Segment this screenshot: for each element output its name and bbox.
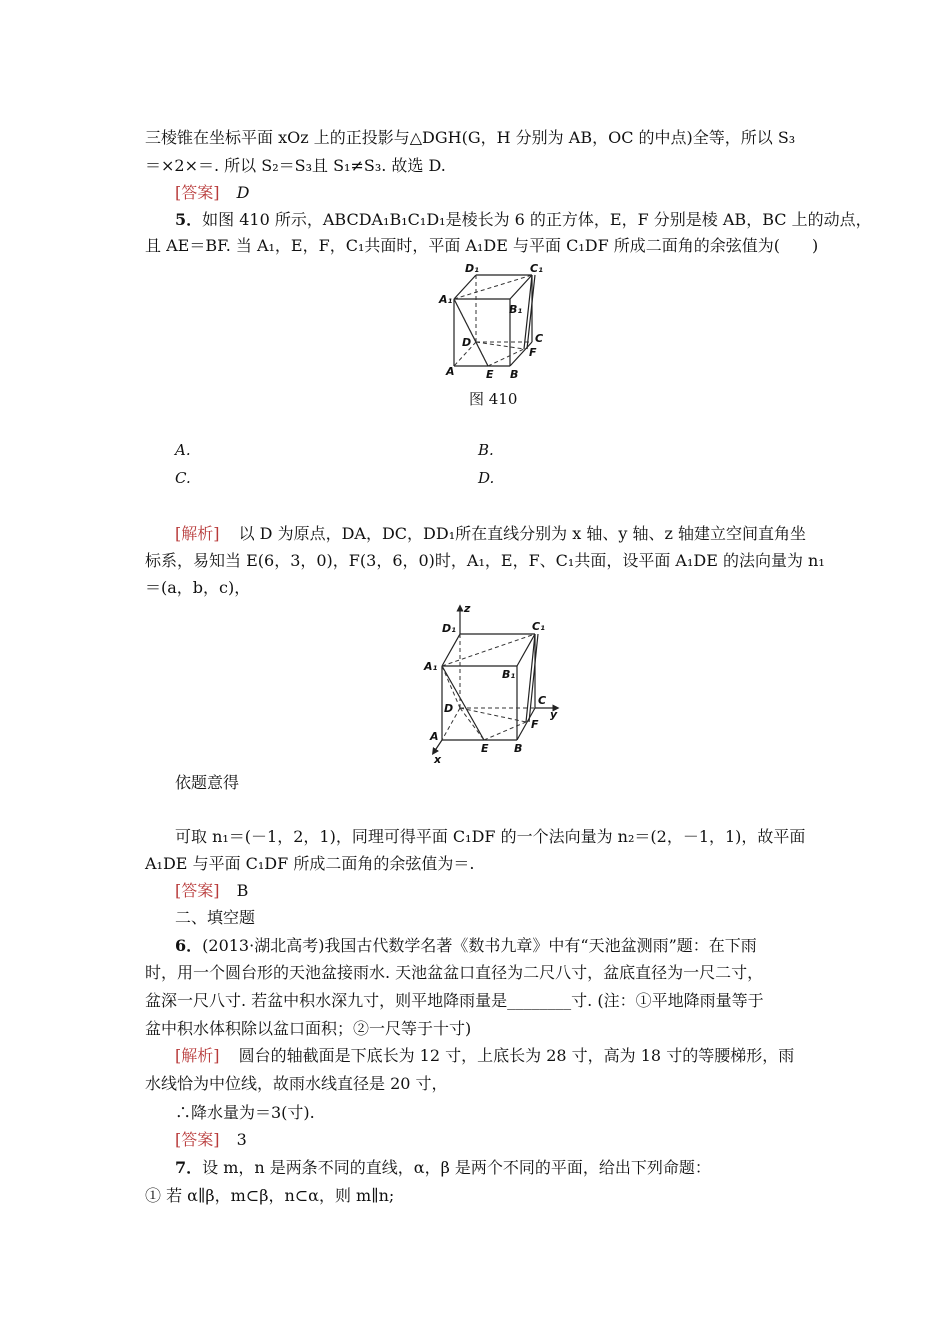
text-line: ＝×2×＝. 所以 S₂＝S₃且 S₁≠S₃. 故选 D.: [145, 156, 446, 175]
text-line: ① 若 α∥β，m⊂β，n⊂α，则 m∥n;: [145, 1186, 395, 1205]
text-line: 三棱锥在坐标平面 xOz 上的正投影与△DGH(G，H 分别为 AB，OC 的中点)全等，所以 S₃: [145, 128, 796, 147]
text-line: 水线恰为中位线，故雨水线直径是 20 寸，: [145, 1074, 448, 1093]
label-C1: C₁: [530, 262, 543, 275]
solution-line: [175, 1046, 794, 1066]
answer-line: [175, 881, 248, 901]
label-D: D: [462, 336, 472, 349]
label-A: A: [446, 365, 455, 378]
label-F: F: [529, 346, 537, 359]
section-heading: 二、填空题: [175, 908, 256, 927]
question-text: (2013·湖北高考)我国古代数学名著《数书九章》中有“天池盆测雨”题：在下雨: [202, 936, 757, 955]
question-number: 7．: [175, 1158, 203, 1177]
figure-caption: 图 410: [469, 390, 518, 408]
label-D1: D₁: [465, 262, 479, 275]
text-line: ＝(a，b，c)，: [145, 578, 251, 597]
question-line: [175, 210, 872, 230]
label-F: F: [531, 718, 539, 731]
answer-tag: [答案]: [175, 881, 220, 900]
label-B: B: [510, 368, 519, 380]
solution-line: [175, 524, 806, 544]
question-text: 如图 410 所示，ABCDA₁B₁C₁D₁是棱长为 6 的正方体，E，F 分别是棱 AB，BC 上的动点，: [202, 210, 872, 229]
cube-coordinate-figure: [420, 600, 570, 765]
text-line: ∴降水量为＝3(寸).: [175, 1103, 315, 1122]
answer-tag: [答案]: [175, 1130, 220, 1149]
text-line: A₁DE 与平面 C₁DF 所成二面角的余弦值为＝.: [145, 854, 475, 873]
answer-value: B: [236, 881, 249, 900]
axis-label-y: y: [550, 708, 558, 721]
text-line: 盆中积水体积除以盆口面积；②一尺等于十寸): [145, 1019, 472, 1038]
option-b: B.: [478, 441, 494, 459]
label-A: A: [430, 730, 439, 743]
option-c: C.: [175, 469, 191, 487]
label-C: C: [535, 332, 544, 345]
text-line: 可取 n₁＝(－1，2，1)，同理可得平面 C₁DF 的一个法向量为 n₂＝(2，－1，1)，故平面: [175, 827, 806, 846]
option-d: D.: [478, 469, 495, 487]
text-line: 且 AE＝BF. 当 A₁，E，F，C₁共面时，平面 A₁DE 与平面 C₁DF 所成二面角的余弦值为( ): [145, 236, 819, 255]
option-a: A.: [175, 441, 191, 459]
question-text: 设 m，n 是两条不同的直线，α，β 是两个不同的平面，给出下列命题：: [202, 1158, 711, 1177]
solution-text: 圆台的轴截面是下底长为 12 寸，上底长为 28 寸，高为 18 寸的等腰梯形，雨: [238, 1046, 795, 1065]
question-line: [175, 1158, 711, 1178]
answer-tag: [答案]: [175, 183, 220, 202]
answer-value: 3: [236, 1130, 247, 1149]
label-D: D: [444, 702, 454, 715]
answer-line: [175, 1130, 247, 1150]
text-line: 依题意得: [175, 773, 240, 792]
text-line: 时，用一个圆台形的天池盆接雨水. 天池盆盆口直径为二尺八寸，盆底直径为一尺二寸，: [145, 963, 764, 982]
question-line: [175, 936, 757, 956]
text-line: 标系，易知当 E(6，3，0)，F(3，6，0)时，A₁，E，F、C₁共面，设平面 A₁DE 的法向量为 n₁: [145, 551, 825, 570]
cube-figure-410: [435, 262, 555, 380]
label-C: C: [538, 694, 547, 707]
label-B: B: [514, 742, 523, 755]
label-A1: A₁: [424, 660, 438, 673]
label-E: E: [481, 742, 489, 755]
label-B1: B₁: [502, 668, 516, 681]
solution-tag: [解析]: [175, 524, 220, 543]
label-D1: D₁: [442, 622, 456, 635]
solution-tag: [解析]: [175, 1046, 220, 1065]
answer-value: D: [236, 183, 250, 202]
label-A1: A₁: [439, 293, 453, 306]
label-B1: B₁: [509, 303, 523, 316]
label-C1: C₁: [532, 620, 545, 633]
axis-label-z: z: [464, 602, 471, 615]
answer-line: [175, 183, 249, 203]
label-E: E: [486, 368, 494, 380]
solution-text: 以 D 为原点，DA，DC，DD₁所在直线分别为 x 轴、y 轴、z 轴建立空间直角坐: [238, 524, 806, 543]
question-number: 5．: [175, 210, 203, 229]
text-line: 盆深一尺八寸. 若盆中积水深九寸，则平地降雨量是________寸. (注：①平地降雨量等于: [145, 991, 764, 1010]
axis-label-x: x: [434, 753, 442, 765]
question-number: 6．: [175, 936, 203, 955]
